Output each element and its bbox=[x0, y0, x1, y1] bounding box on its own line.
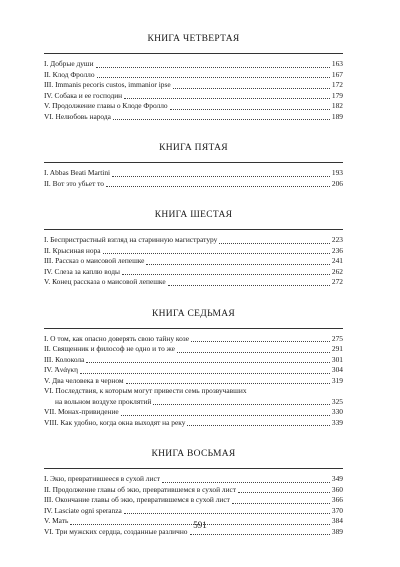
toc-entry bbox=[44, 256, 343, 267]
dot-leader bbox=[96, 67, 330, 68]
section-rule bbox=[44, 162, 343, 163]
dot-leader bbox=[112, 176, 330, 177]
entry-page: 384 bbox=[331, 516, 343, 525]
entry-title: I. О том, как опасно доверять свою тайну козе bbox=[44, 333, 189, 343]
entry-title: III. Рассказ о маисовой лепешке bbox=[44, 256, 145, 265]
entry-title: III. Immanis pecoris custos, immanior ipse bbox=[44, 80, 171, 89]
toc-entry bbox=[44, 70, 343, 81]
entry-page: 366 bbox=[331, 495, 343, 504]
toc-entry bbox=[44, 277, 343, 288]
dot-leader bbox=[124, 513, 330, 514]
entry-title: IV. Собака и ее господин bbox=[44, 90, 123, 100]
entry-title: IV. Ἀνάγκη bbox=[44, 365, 78, 374]
entry-title: VI. Три мужских сердца, созданные различно bbox=[44, 526, 188, 536]
dot-leader bbox=[80, 373, 330, 374]
entry-title: IV. Слеза за каплю воды bbox=[44, 266, 120, 276]
dot-leader bbox=[86, 362, 330, 363]
dot-leader bbox=[97, 77, 330, 78]
entry-title: VIII. Как удобно, когда окна выходят на реку bbox=[44, 417, 186, 427]
entry-title: II. Клод Фролло bbox=[44, 69, 95, 79]
book-title: КНИГА ВОСЬМАЯ bbox=[151, 449, 236, 459]
toc-entry bbox=[44, 355, 343, 366]
entry-title: I. Беспристрастный взгляд на старинную магистратуру bbox=[44, 235, 218, 244]
toc-entry bbox=[44, 485, 343, 496]
dot-leader bbox=[232, 503, 330, 504]
entry-title: VI. Последствия, к которым могут привести семь прозвучавших bbox=[44, 386, 247, 395]
toc-entry bbox=[44, 344, 343, 355]
toc-entry bbox=[44, 376, 343, 387]
entry-page: 241 bbox=[331, 256, 343, 265]
entry-title: III. Колокола bbox=[44, 354, 85, 364]
entry-title: I. Экю, превратившееся в сухой лист bbox=[44, 474, 160, 483]
entry-page: 236 bbox=[331, 245, 343, 255]
entry-title-continued bbox=[44, 397, 343, 408]
entry-title: II. Крысиная нора bbox=[44, 245, 101, 255]
dot-leader bbox=[177, 352, 330, 353]
toc-entry bbox=[44, 179, 343, 190]
toc-entry bbox=[44, 80, 343, 91]
entry-title: V. Продолжение главы о Клоде Фролло bbox=[44, 101, 168, 110]
book-title: КНИГА ЧЕТВЕРТАЯ bbox=[147, 34, 240, 44]
entry-page: 349 bbox=[331, 474, 343, 483]
dot-leader bbox=[238, 492, 330, 493]
entry-page: 325 bbox=[331, 396, 343, 406]
book-title: КНИГА ШЕСТАЯ bbox=[154, 210, 233, 220]
toc-entry bbox=[44, 474, 343, 485]
entry-title: I. Abbas Beati Martini bbox=[44, 168, 111, 177]
entry-title: II. Продолжение главы об экю, превратившемся в сухой лист bbox=[44, 484, 237, 494]
entry-page: 389 bbox=[331, 526, 343, 536]
table-of-contents bbox=[44, 34, 343, 537]
dot-leader bbox=[170, 109, 330, 110]
entry-page: 179 bbox=[331, 90, 343, 100]
dot-leader bbox=[113, 119, 330, 120]
entry-page: 339 bbox=[331, 417, 343, 427]
entry-title: II. Вот это убьет то bbox=[44, 178, 104, 188]
entry-page: 189 bbox=[331, 111, 343, 121]
entry-title: III. Окончание главы об экю, превратившемся в сухой лист bbox=[44, 495, 230, 504]
toc-entry bbox=[44, 101, 343, 112]
dot-leader bbox=[146, 264, 329, 265]
book-title: КНИГА СЕДЬМАЯ bbox=[152, 308, 235, 319]
toc-entry bbox=[44, 334, 343, 345]
entry-page: 163 bbox=[331, 59, 343, 68]
toc-entry bbox=[44, 168, 343, 179]
entry-page: 330 bbox=[331, 407, 343, 416]
entry-page: 167 bbox=[331, 69, 343, 79]
dot-leader bbox=[106, 186, 330, 187]
entry-page: 206 bbox=[331, 178, 343, 188]
dot-leader bbox=[153, 404, 330, 405]
toc-entry bbox=[44, 506, 343, 517]
book-section bbox=[44, 309, 343, 429]
entry-title: V. Два человека в черном bbox=[44, 375, 124, 385]
dot-leader bbox=[190, 534, 330, 535]
book-section bbox=[44, 143, 343, 189]
entry-page: 223 bbox=[331, 235, 343, 244]
toc-entry bbox=[44, 495, 343, 506]
entry-page: 360 bbox=[331, 484, 343, 494]
entry-page: 272 bbox=[331, 277, 343, 286]
entry-title-line2: на вольном воздухе проклятий bbox=[55, 396, 152, 406]
dot-leader bbox=[187, 425, 329, 426]
toc-entry bbox=[44, 235, 343, 246]
dot-leader bbox=[168, 285, 330, 286]
entry-title: VI. Нелюбовь народа bbox=[44, 111, 111, 121]
toc-entry bbox=[44, 418, 343, 429]
section-rule bbox=[44, 53, 343, 54]
entry-page: 304 bbox=[331, 365, 343, 374]
toc-entry bbox=[44, 91, 343, 102]
entry-title: I. Добрые души bbox=[44, 59, 94, 68]
dot-leader bbox=[122, 274, 330, 275]
entry-page: 262 bbox=[331, 266, 343, 276]
entry-page: 301 bbox=[331, 354, 343, 364]
dot-leader bbox=[103, 253, 330, 254]
entry-page: 182 bbox=[331, 101, 343, 110]
page-number: 591 bbox=[193, 520, 207, 530]
toc-entry bbox=[44, 246, 343, 257]
toc-entry bbox=[44, 365, 343, 376]
toc-entry bbox=[44, 112, 343, 123]
dot-leader bbox=[124, 98, 330, 99]
section-rule bbox=[44, 468, 343, 469]
dot-leader bbox=[162, 482, 330, 483]
book-title: КНИГА ПЯТАЯ bbox=[159, 143, 228, 153]
entry-page: 275 bbox=[331, 333, 343, 343]
entry-page: 172 bbox=[331, 80, 343, 89]
entry-title: V. Конец рассказа о маисовой лепешке bbox=[44, 277, 166, 286]
book-section bbox=[44, 210, 343, 288]
entry-page: 370 bbox=[331, 505, 343, 515]
entry-title: VII. Монах-привидение bbox=[44, 407, 119, 416]
entry-title: IV. Lasciate ogni speranza bbox=[44, 505, 122, 515]
dot-leader bbox=[219, 243, 330, 244]
section-rule bbox=[44, 229, 343, 230]
book-section bbox=[44, 34, 343, 122]
entry-page: 319 bbox=[331, 375, 343, 385]
entry-page: 291 bbox=[331, 344, 343, 353]
toc-entry bbox=[44, 59, 343, 70]
toc-entry bbox=[44, 407, 343, 418]
dot-leader bbox=[191, 341, 330, 342]
toc-entry bbox=[44, 386, 343, 407]
section-rule bbox=[44, 328, 343, 329]
entry-page: 193 bbox=[331, 168, 343, 177]
entry-title: II. Священник и философ не одно и то же bbox=[44, 344, 175, 353]
dot-leader bbox=[173, 88, 330, 89]
dot-leader bbox=[126, 383, 330, 384]
entry-title: V. Мать bbox=[44, 516, 69, 525]
toc-entry bbox=[44, 267, 343, 278]
dot-leader bbox=[121, 415, 330, 416]
